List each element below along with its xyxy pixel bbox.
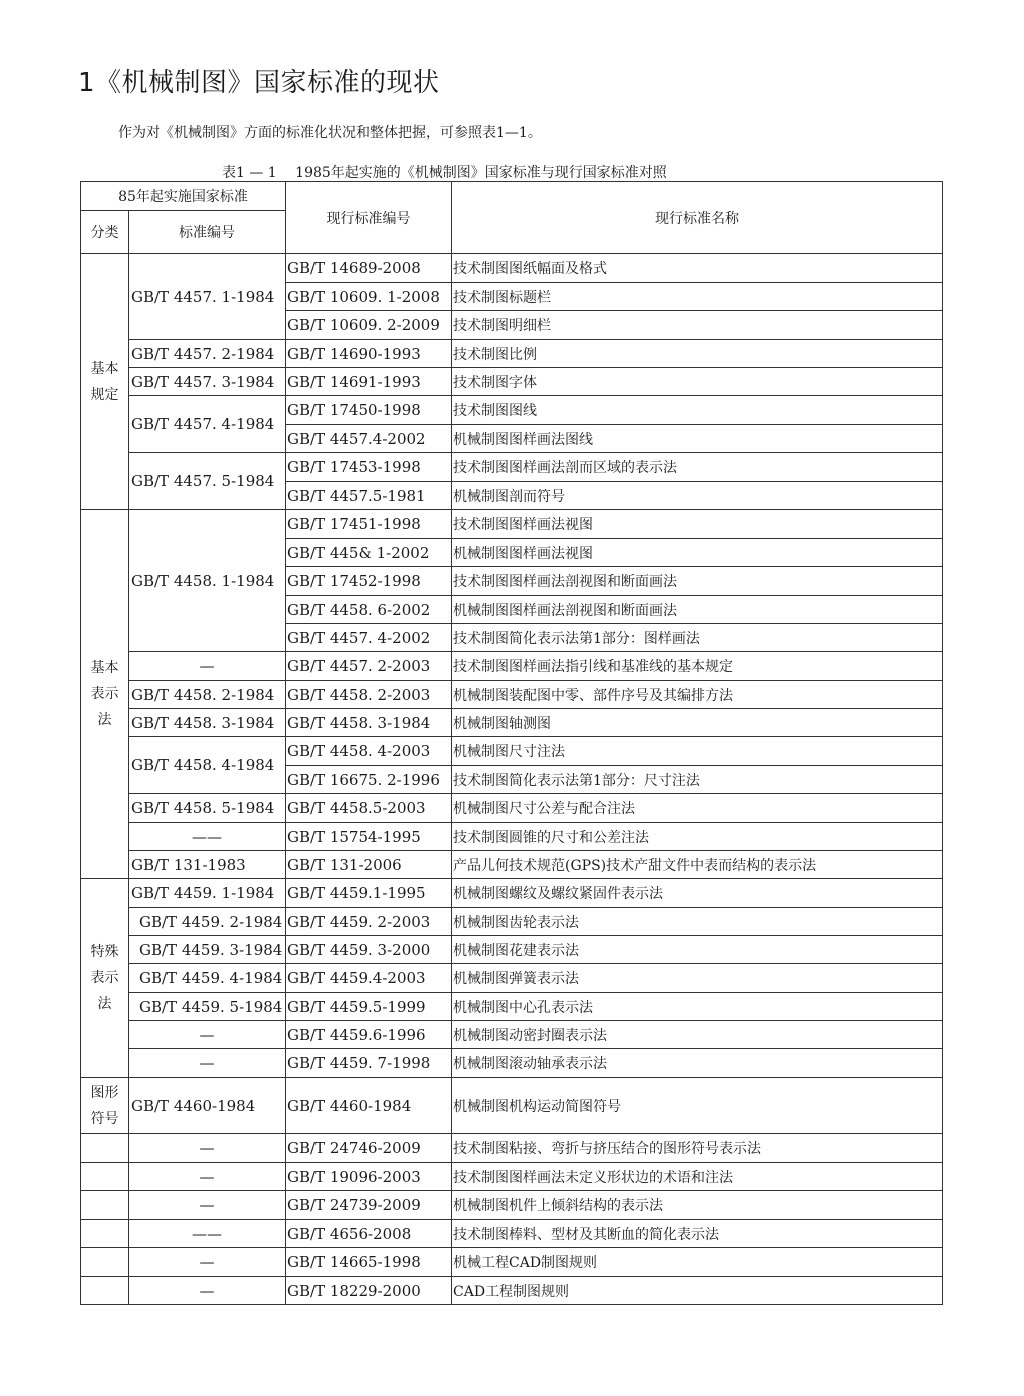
header-current-name: 现行标准名称 (452, 182, 943, 254)
current-code-cell: GB/T 4458. 6-2002 (286, 596, 452, 624)
current-name-cell: 技术制图明细栏 (452, 311, 943, 340)
category-cell (81, 1248, 129, 1277)
current-code-cell: GB/T 4656-2008 (286, 1220, 452, 1248)
table-row (81, 794, 943, 823)
standards-table (80, 181, 943, 1305)
intro-paragraph: 作为对《机械制图》方面的标准化状况和整体把握，可参照表1—1。 (118, 125, 542, 141)
old-code-cell: GB/T 4459. 1-1984 (129, 879, 286, 908)
current-name-cell: 机械制图尺寸公差与配合注法 (452, 794, 943, 823)
current-name-cell: 技术制图图样画法剖视图和断面画法 (452, 567, 943, 596)
table-row (81, 964, 943, 993)
current-name-cell: 机械工程CAD制图规则 (452, 1248, 943, 1277)
category-cell: 基本 规定 (81, 254, 129, 510)
current-name-cell: 技术制图图线 (452, 396, 943, 425)
current-code-cell: GB/T 4458. 4-2003 (286, 737, 452, 766)
current-name-cell: 机械制图滚动轴承表示法 (452, 1049, 943, 1078)
table-row (81, 908, 943, 936)
current-code-cell: GB/T 4457.5-1981 (286, 482, 452, 510)
current-code-cell: GB/T 19096-2003 (286, 1163, 452, 1191)
current-name-cell: 技术制图简化表示法第1部分：图样画法 (452, 624, 943, 652)
current-code-cell: GB/T 24739-2009 (286, 1191, 452, 1220)
current-code-cell: GB/T 16675. 2-1996 (286, 766, 452, 794)
category-cell (81, 1163, 129, 1191)
current-code-cell: GB/T 4460-1984 (286, 1078, 452, 1134)
current-code-cell: GB/T 10609. 2-2009 (286, 311, 452, 340)
current-name-cell: 机械制图装配图中零、部件序号及其编排方法 (452, 681, 943, 709)
old-code-cell: GB/T 4458. 2-1984 (129, 681, 286, 709)
current-code-cell: GB/T 14690-1993 (286, 340, 452, 368)
table-row (81, 1220, 943, 1248)
old-code-cell: —— (129, 1220, 286, 1248)
table-row (81, 368, 943, 396)
old-code-cell: GB/T 4459. 2-1984 (129, 908, 286, 936)
header-row (81, 182, 943, 211)
table-row (81, 879, 943, 908)
table-row (81, 1191, 943, 1220)
old-code-cell: — (129, 1277, 286, 1305)
old-code-cell: GB/T 4459. 5-1984 (129, 993, 286, 1021)
old-code-cell: GB/T 131-1983 (129, 851, 286, 879)
current-name-cell: 机械制图剖而符号 (452, 482, 943, 510)
old-code-cell: — (129, 1049, 286, 1078)
old-code-cell: —— (129, 823, 286, 851)
old-code-cell: GB/T 4458. 4-1984 (129, 737, 286, 794)
table-row (81, 254, 943, 283)
current-name-cell: CAD工程制图规则 (452, 1277, 943, 1305)
current-code-cell: GB/T 18229-2000 (286, 1277, 452, 1305)
current-code-cell: GB/T 17453-1998 (286, 453, 452, 482)
current-name-cell: 技术制图比例 (452, 340, 943, 368)
current-code-cell: GB/T 4458.5-2003 (286, 794, 452, 823)
current-name-cell: 机械制图轴测图 (452, 709, 943, 737)
section-title: 1《机械制图》国家标准的现状 (78, 68, 440, 98)
current-name-cell: 技术制图圆锥的尺寸和公差注法 (452, 823, 943, 851)
current-code-cell: GB/T 24746-2009 (286, 1134, 452, 1163)
current-code-cell: GB/T 4458. 3-1984 (286, 709, 452, 737)
current-code-cell: GB/T 4458. 2-2003 (286, 681, 452, 709)
old-code-cell: GB/T 4457. 4-1984 (129, 396, 286, 453)
table-row (81, 1134, 943, 1163)
current-name-cell: 技术制图字体 (452, 368, 943, 396)
table-row (81, 737, 943, 766)
current-name-cell: 机械制图弹簧表示法 (452, 964, 943, 993)
current-name-cell: 机械制图齿轮表示法 (452, 908, 943, 936)
category-cell: 特殊 表示 法 (81, 879, 129, 1078)
current-code-cell: GB/T 4459. 3-2000 (286, 936, 452, 964)
current-name-cell: 技术制图棒料、型材及其断血的简化表示法 (452, 1220, 943, 1248)
current-code-cell: GB/T 14691-1993 (286, 368, 452, 396)
current-code-cell: GB/T 4457.4-2002 (286, 425, 452, 453)
current-code-cell: GB/T 4457. 2-2003 (286, 652, 452, 681)
old-code-cell: GB/T 4457. 1-1984 (129, 254, 286, 340)
table-row (81, 510, 943, 539)
current-name-cell: 技术制图图样画法视图 (452, 510, 943, 539)
current-code-cell: GB/T 4459.1-1995 (286, 879, 452, 908)
table-row (81, 453, 943, 482)
current-name-cell: 技术制图图纸幅面及格式 (452, 254, 943, 283)
header-category: 分类 (81, 211, 129, 254)
table-row (81, 1163, 943, 1191)
current-name-cell: 技术制图图样画法剖而区域的表示法 (452, 453, 943, 482)
current-code-cell: GB/T 4459.6-1996 (286, 1021, 452, 1049)
table-row (81, 993, 943, 1021)
old-code-cell: GB/T 4457. 5-1984 (129, 453, 286, 510)
current-code-cell: GB/T 4457. 4-2002 (286, 624, 452, 652)
current-name-cell: 机械制图图样画法视图 (452, 539, 943, 567)
current-name-cell: 机械制图尺寸注法 (452, 737, 943, 766)
old-code-cell: GB/T 4458. 3-1984 (129, 709, 286, 737)
table-row (81, 823, 943, 851)
current-code-cell: GB/T 4459. 2-2003 (286, 908, 452, 936)
current-code-cell: GB/T 445& 1-2002 (286, 539, 452, 567)
header-old-code: 标准编号 (129, 211, 286, 254)
table-row (81, 340, 943, 368)
current-name-cell: 机械制图中心孔表示法 (452, 993, 943, 1021)
old-code-cell: GB/T 4459. 4-1984 (129, 964, 286, 993)
table-row (81, 1021, 943, 1049)
old-code-cell: — (129, 652, 286, 681)
header-current-code: 现行标准编号 (286, 182, 452, 254)
current-name-cell: 机械制图图样画法剖视图和断面画法 (452, 596, 943, 624)
category-cell: 基本 表示 法 (81, 510, 129, 879)
table-row (81, 396, 943, 425)
old-code-cell: GB/T 4457. 2-1984 (129, 340, 286, 368)
header-group: 85年起实施国家标准 (81, 182, 286, 211)
table-row (81, 652, 943, 681)
table-row (81, 1049, 943, 1078)
current-code-cell: GB/T 4459. 7-1998 (286, 1049, 452, 1078)
current-name-cell: 产品儿何技术规范(GPS)技术产甜文件中表而结构的表示法 (452, 851, 943, 879)
current-code-cell: GB/T 131-2006 (286, 851, 452, 879)
old-code-cell: — (129, 1163, 286, 1191)
category-cell (81, 1134, 129, 1163)
category-cell (81, 1191, 129, 1220)
category-cell (81, 1277, 129, 1305)
old-code-cell: GB/T 4460-1984 (129, 1078, 286, 1134)
old-code-cell: — (129, 1248, 286, 1277)
current-name-cell: 机械制图图样画法图线 (452, 425, 943, 453)
current-code-cell: GB/T 14689-2008 (286, 254, 452, 283)
current-name-cell: 机械制图机构运动简图符号 (452, 1078, 943, 1134)
old-code-cell: GB/T 4457. 3-1984 (129, 368, 286, 396)
table-row (81, 1248, 943, 1277)
table-row (81, 681, 943, 709)
table-row (81, 851, 943, 879)
old-code-cell: — (129, 1021, 286, 1049)
current-name-cell: 技术制图标题栏 (452, 283, 943, 311)
current-name-cell: 机械制图动密封圈表示法 (452, 1021, 943, 1049)
current-name-cell: 机械制图机件上倾斜结构的表示法 (452, 1191, 943, 1220)
old-code-cell: — (129, 1191, 286, 1220)
current-code-cell: GB/T 10609. 1-2008 (286, 283, 452, 311)
table-row (81, 1277, 943, 1305)
current-code-cell: GB/T 17452-1998 (286, 567, 452, 596)
current-code-cell: GB/T 15754-1995 (286, 823, 452, 851)
old-code-cell: GB/T 4458. 5-1984 (129, 794, 286, 823)
current-name-cell: 机械制图花建表示法 (452, 936, 943, 964)
old-code-cell: — (129, 1134, 286, 1163)
current-name-cell: 机械制图螺纹及螺纹紧固件表示法 (452, 879, 943, 908)
current-code-cell: GB/T 17450-1998 (286, 396, 452, 425)
old-code-cell: GB/T 4459. 3-1984 (129, 936, 286, 964)
current-code-cell: GB/T 17451-1998 (286, 510, 452, 539)
current-code-cell: GB/T 14665-1998 (286, 1248, 452, 1277)
old-code-cell: GB/T 4458. 1-1984 (129, 510, 286, 652)
table-row (81, 1078, 943, 1134)
table-caption: 表1 — 1 1985年起实施的《机械制图》国家标准与现行国家标准对照 (222, 165, 667, 181)
table-row (81, 709, 943, 737)
category-cell: 图形 符号 (81, 1078, 129, 1134)
current-code-cell: GB/T 4459.4-2003 (286, 964, 452, 993)
current-name-cell: 技术制图粘接、弯折与挤压结合的图形符号表示法 (452, 1134, 943, 1163)
current-name-cell: 技术制图图样画法指引线和基准线的基本规定 (452, 652, 943, 681)
current-code-cell: GB/T 4459.5-1999 (286, 993, 452, 1021)
current-name-cell: 技术制图简化表示法第1部分：尺寸注法 (452, 766, 943, 794)
table-row (81, 936, 943, 964)
category-cell (81, 1220, 129, 1248)
current-name-cell: 技术制图图样画法未定义形状边的术语和注法 (452, 1163, 943, 1191)
